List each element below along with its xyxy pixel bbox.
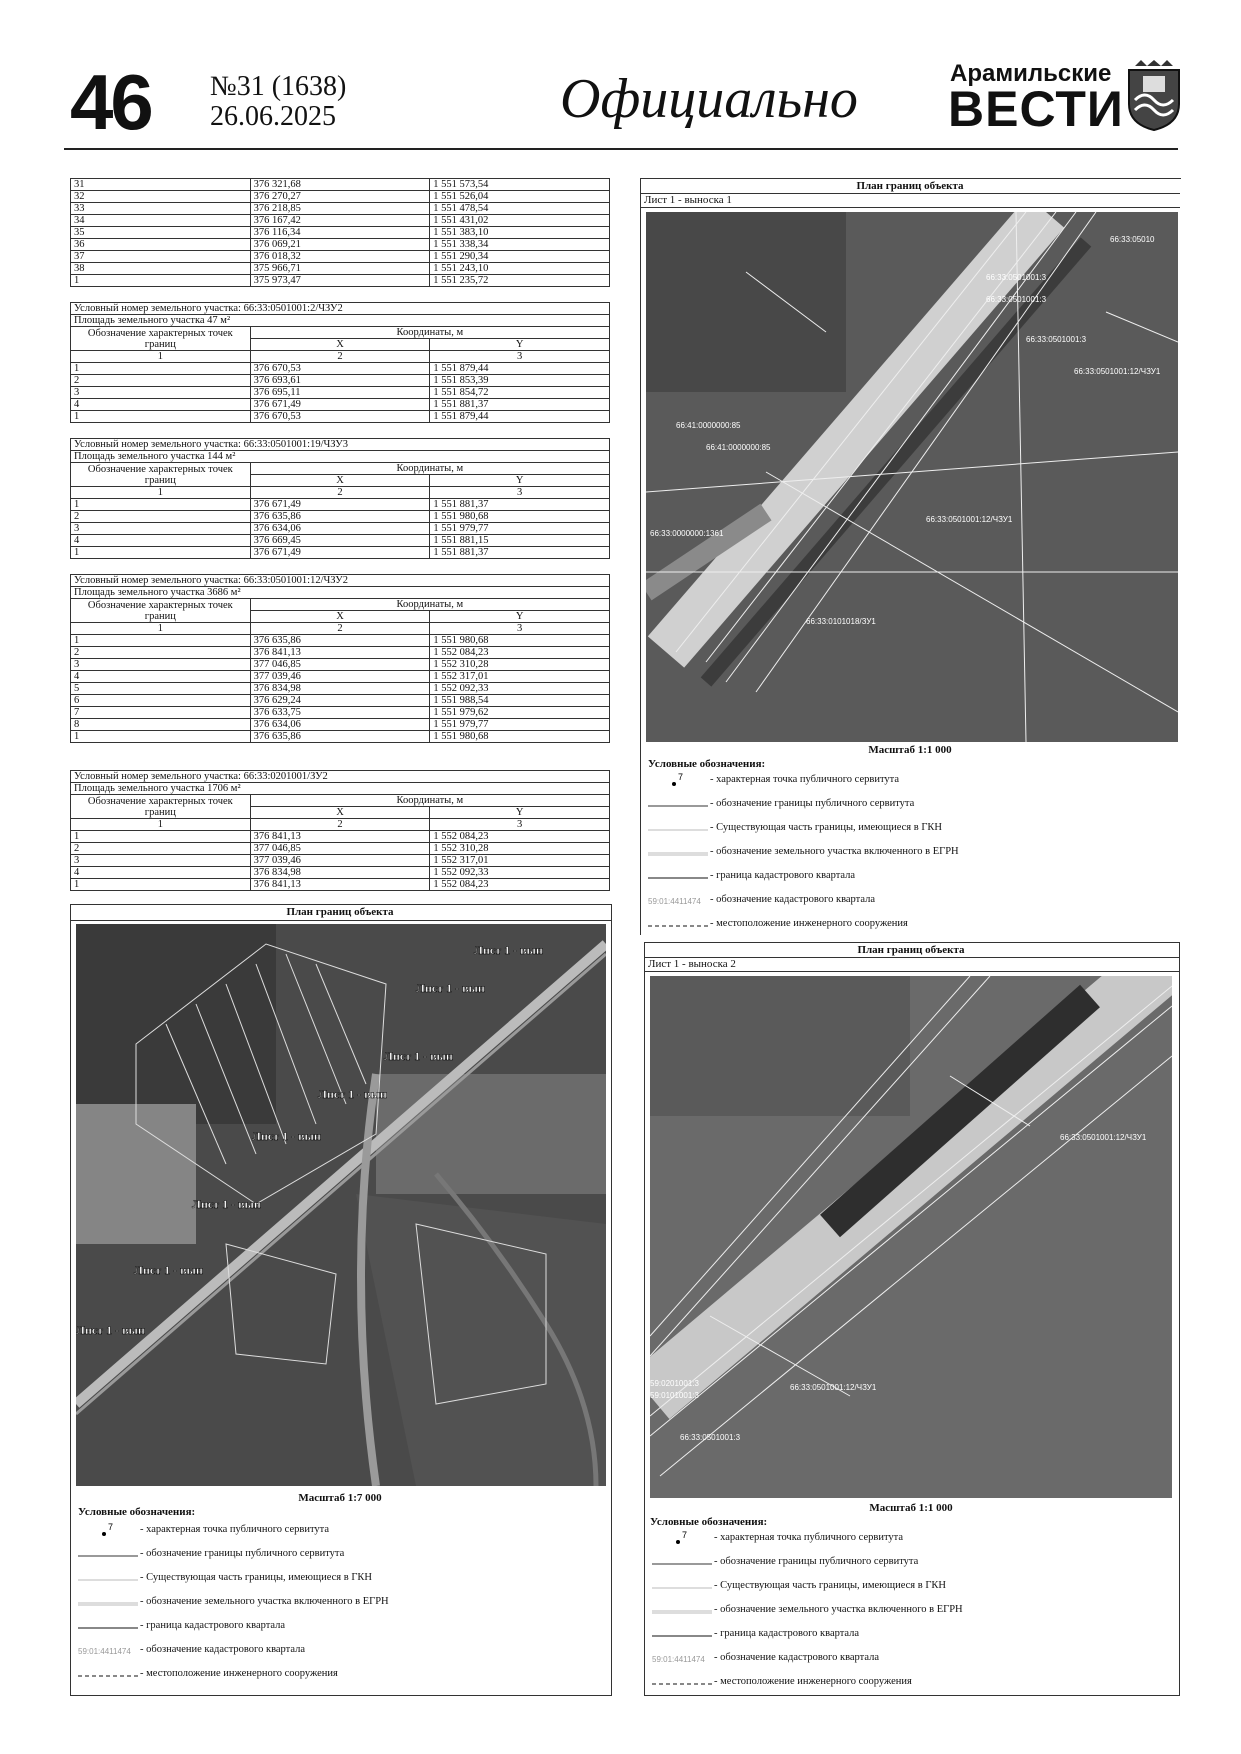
col-number: 3 (430, 819, 610, 831)
cell: 1 552 310,28 (430, 843, 610, 855)
cell: 2 (71, 375, 251, 387)
cell: 1 551 881,37 (430, 499, 610, 511)
map-label: 59:0201001:3 (650, 1379, 699, 1388)
cell: 37 (71, 251, 251, 263)
table-row (71, 867, 610, 879)
callout2-map (650, 976, 1172, 1498)
cell: 376 671,49 (250, 499, 430, 511)
legend-symbols (646, 770, 710, 934)
callout2-title: План границ объекта (857, 944, 965, 956)
legend-title: Условные обозначения: (648, 758, 766, 770)
callout-label: Лист 1 - вын (416, 981, 485, 995)
callout-label: Лист 1 - вын (76, 1323, 145, 1337)
cell: 376 633,75 (250, 707, 430, 719)
cell: 1 551 383,10 (430, 227, 610, 239)
cell: 1 552 092,33 (430, 867, 610, 879)
map-label: 66:33:0501001:12/ЧЗУ1 (926, 515, 1013, 524)
parcel-number: Условный номер земельного участка: 66:33:0501001:19/ЧЗУ3 (71, 439, 610, 451)
table-row (71, 843, 610, 855)
cell: 1 551 526,04 (430, 191, 610, 203)
map-label: 66:41:0000000:85 (706, 443, 771, 452)
cell: 376 069,21 (250, 239, 430, 251)
cell: 1 551 478,54 (430, 203, 610, 215)
cell: 1 (71, 879, 251, 891)
table-row (71, 855, 610, 867)
y-header: Y (430, 807, 610, 819)
col-number: 1 (71, 623, 251, 635)
cell: 3 (71, 659, 251, 671)
map-label: 66:33:0501001:3 (986, 273, 1047, 282)
legend-title: Условные обозначения: (78, 1506, 196, 1518)
legend-point-number: 7 (108, 1522, 114, 1532)
y-header: Y (430, 611, 610, 623)
section-title: Официально (560, 68, 858, 130)
legend-item: - местоположение инженерного сооружения (710, 918, 908, 929)
cell: 376 635,86 (250, 635, 430, 647)
parcel-number: Условный номер земельного участка: 66:33:0501001:12/ЧЗУ2 (71, 575, 610, 587)
parcel-number: Условный номер земельного участка: 66:33:0501001:2/ЧЗУ2 (71, 303, 610, 315)
cell: 1 552 317,01 (430, 671, 610, 683)
cell: 1 (71, 731, 251, 743)
cell: 1 551 879,44 (430, 411, 610, 423)
cell: 376 834,98 (250, 683, 430, 695)
callout-label: Лист 1 - вын (134, 1263, 203, 1277)
table-row (71, 731, 610, 743)
points-header: Обозначение характерных точек границ (71, 327, 251, 351)
cell: 2 (71, 647, 251, 659)
cell: 1 551 243,10 (430, 263, 610, 275)
points-header: Обозначение характерных точек границ (71, 599, 251, 623)
parcel-area: Площадь земельного участка 3686 м² (71, 587, 610, 599)
table-row (71, 275, 610, 287)
cell: 376 671,49 (250, 399, 430, 411)
cell: 376 671,49 (250, 547, 430, 559)
legend-symbols (76, 1520, 140, 1684)
cell: 1 551 979,62 (430, 707, 610, 719)
cell: 376 670,53 (250, 363, 430, 375)
legend-item: - Существующая часть границы, имеющиеся в ГКН (714, 1580, 946, 1591)
table-row (71, 203, 610, 215)
legend-item: - Существующая часть границы, имеющиеся в ГКН (140, 1572, 372, 1583)
cell: 33 (71, 203, 251, 215)
cell: 1 551 853,39 (430, 375, 610, 387)
table-row (71, 499, 610, 511)
legend-item: - граница кадастрового квартала (710, 870, 856, 881)
col-number: 1 (71, 819, 251, 831)
table-row (71, 387, 610, 399)
cell: 3 (71, 523, 251, 535)
callout2-subtitle: Лист 1 - выноска 2 (648, 958, 736, 970)
points-header: Обозначение характерных точек границ (71, 463, 251, 487)
legend-item: - обозначение границы публичного сервитута (710, 798, 915, 809)
cell: 1 552 084,23 (430, 647, 610, 659)
cell: 4 (71, 671, 251, 683)
cell: 1 551 881,37 (430, 399, 610, 411)
cell: 1 551 854,72 (430, 387, 610, 399)
cell: 1 551 881,15 (430, 535, 610, 547)
coords-header: Координаты, м (250, 327, 609, 339)
y-header: Y (430, 339, 610, 351)
table-row (71, 251, 610, 263)
main-plan-scale: Масштаб 1:7 000 (298, 1492, 382, 1504)
cell: 377 039,46 (250, 855, 430, 867)
cell: 7 (71, 707, 251, 719)
legend-item: - характерная точка публичного сервитута (140, 1524, 330, 1535)
callout-label: Лист 1 - вын (474, 943, 543, 957)
cell: 31 (71, 179, 251, 191)
table-row (71, 191, 610, 203)
legend-item: - обозначение границы публичного сервитута (140, 1548, 345, 1559)
brand-bottom: ВЕСТИ (948, 81, 1124, 137)
cell: 377 046,85 (250, 843, 430, 855)
legend-item: - обозначение кадастрового квартала (710, 894, 876, 905)
cell: 38 (71, 263, 251, 275)
legend-quarter-code: 59:01:4411474 (652, 1655, 705, 1664)
cell: 376 018,32 (250, 251, 430, 263)
table-row (71, 179, 610, 191)
x-header: X (250, 807, 430, 819)
cell: 4 (71, 535, 251, 547)
cell: 1 551 431,02 (430, 215, 610, 227)
coords-header: Координаты, м (250, 463, 609, 475)
coords-header: Координаты, м (250, 795, 609, 807)
cell: 376 841,13 (250, 647, 430, 659)
parcel-area: Площадь земельного участка 1706 м² (71, 783, 610, 795)
cell: 376 167,42 (250, 215, 430, 227)
table-row (71, 831, 610, 843)
table-row (71, 363, 610, 375)
cell: 1 (71, 363, 251, 375)
col-number: 2 (250, 487, 430, 499)
main-plan-map (76, 924, 606, 1486)
cell: 1 551 980,68 (430, 731, 610, 743)
x-header: X (250, 475, 430, 487)
x-header: X (250, 339, 430, 351)
legend-item: - обозначение земельного участка включенного в ЕГРН (140, 1596, 389, 1607)
table-row (71, 375, 610, 387)
table-row (71, 647, 610, 659)
table-row (71, 659, 610, 671)
points-header: Обозначение характерных точек границ (71, 795, 251, 819)
cell: 376 841,13 (250, 831, 430, 843)
cell: 376 669,45 (250, 535, 430, 547)
cell: 1 552 092,33 (430, 683, 610, 695)
cell: 1 (71, 635, 251, 647)
table-row (71, 671, 610, 683)
cell: 376 270,27 (250, 191, 430, 203)
table-row (71, 879, 610, 891)
cell: 1 551 979,77 (430, 523, 610, 535)
table-row (71, 227, 610, 239)
cell: 376 841,13 (250, 879, 430, 891)
legend-item: - местоположение инженерного сооружения (714, 1676, 912, 1687)
cell: 1 (71, 411, 251, 423)
table-row (71, 523, 610, 535)
legend-item: - обозначение границы публичного сервитута (714, 1556, 919, 1567)
cell: 1 (71, 499, 251, 511)
brand-top: Арамильские (950, 60, 1112, 87)
map-label: 66:33:0501001:12/ЧЗУ1 (1060, 1133, 1147, 1142)
col-number: 2 (250, 351, 430, 363)
cell: 376 321,68 (250, 179, 430, 191)
parcel-area: Площадь земельного участка 144 м² (71, 451, 610, 463)
cell: 376 634,06 (250, 523, 430, 535)
cell: 1 (71, 831, 251, 843)
cell: 375 966,71 (250, 263, 430, 275)
cell: 376 695,11 (250, 387, 430, 399)
x-header: X (250, 611, 430, 623)
cell: 375 973,47 (250, 275, 430, 287)
cell: 6 (71, 695, 251, 707)
legend-item: - местоположение инженерного сооружения (140, 1668, 338, 1679)
table-row (71, 215, 610, 227)
legend-item: - Существующая часть границы, имеющиеся в ГКН (710, 822, 942, 833)
callout1-scale: Масштаб 1:1 000 (868, 744, 952, 756)
table-row (71, 399, 610, 411)
legend-item: - обозначение кадастрового квартала (140, 1644, 306, 1655)
header-rule (64, 148, 1178, 150)
cell: 5 (71, 683, 251, 695)
table-row (71, 547, 610, 559)
map-label: 66:33:0101018/ЗУ1 (806, 617, 876, 626)
map-label: 59:0101001:3 (650, 1391, 699, 1400)
cell: 35 (71, 227, 251, 239)
col-number: 1 (71, 351, 251, 363)
cell: 376 670,53 (250, 411, 430, 423)
cell: 32 (71, 191, 251, 203)
cell: 8 (71, 719, 251, 731)
legend-item: - граница кадастрового квартала (140, 1620, 286, 1631)
parcel-number: Условный номер земельного участка: 66:33:0201001/ЗУ2 (71, 771, 610, 783)
legend-point-number: 7 (682, 1530, 688, 1540)
cell: 376 218,85 (250, 203, 430, 215)
cell: 1 (71, 547, 251, 559)
cell: 1 552 084,23 (430, 831, 610, 843)
cell: 376 116,34 (250, 227, 430, 239)
page-number: 46 (70, 58, 151, 146)
y-header: Y (430, 475, 610, 487)
coordinates-table-continuation (70, 178, 610, 287)
table-row (71, 707, 610, 719)
table-row (71, 511, 610, 523)
map-label: 66:33:0501001:3 (680, 1433, 741, 1442)
cell: 1 551 573,54 (430, 179, 610, 191)
cell: 1 551 980,68 (430, 511, 610, 523)
legend-item: - граница кадастрового квартала (714, 1628, 860, 1639)
cell: 36 (71, 239, 251, 251)
parcel-table-chzu3 (70, 438, 610, 559)
cell: 1 551 988,54 (430, 695, 610, 707)
cell: 1 551 290,34 (430, 251, 610, 263)
map-label: 66:33:0501001:3 (986, 295, 1047, 304)
cell: 2 (71, 843, 251, 855)
cell: 1 552 317,01 (430, 855, 610, 867)
callout-label: Лист 1 - вын (384, 1049, 453, 1063)
cell: 34 (71, 215, 251, 227)
table-row (71, 263, 610, 275)
cell: 377 046,85 (250, 659, 430, 671)
cell: 1 (71, 275, 251, 287)
cell: 1 551 338,34 (430, 239, 610, 251)
cell: 1 551 979,77 (430, 719, 610, 731)
legend-item: - характерная точка публичного сервитута (714, 1532, 904, 1543)
cell: 376 635,86 (250, 511, 430, 523)
cell: 377 039,46 (250, 671, 430, 683)
callout-label: Лист 1 - вын (252, 1129, 321, 1143)
cell: 1 551 879,44 (430, 363, 610, 375)
legend-quarter-code: 59:01:4411474 (78, 1647, 131, 1656)
coords-header: Координаты, м (250, 599, 609, 611)
table-row (71, 683, 610, 695)
cell: 1 552 084,23 (430, 879, 610, 891)
cell: 376 634,06 (250, 719, 430, 731)
callout1-subtitle: Лист 1 - выноска 1 (644, 194, 732, 206)
cell: 1 552 310,28 (430, 659, 610, 671)
col-number: 3 (430, 487, 610, 499)
callout1-map (646, 212, 1178, 742)
table-row (71, 239, 610, 251)
legend-title: Условные обозначения: (650, 1516, 768, 1528)
map-label: 66:33:0501001:12/ЧЗУ1 (1074, 367, 1161, 376)
col-number: 3 (430, 351, 610, 363)
table-row (71, 635, 610, 647)
callout1-title: План границ объекта (856, 180, 964, 192)
table-row (71, 535, 610, 547)
col-number: 2 (250, 623, 430, 635)
legend-point-number: 7 (678, 772, 684, 782)
table-row (71, 695, 610, 707)
cell: 1 551 235,72 (430, 275, 610, 287)
table-row (71, 411, 610, 423)
parcel-table-chzu2 (70, 302, 610, 423)
cell: 3 (71, 387, 251, 399)
map-label: 66:33:0000000:1361 (650, 529, 724, 538)
table-row (71, 719, 610, 731)
cell: 376 629,24 (250, 695, 430, 707)
legend-item: - обозначение земельного участка включенного в ЕГРН (710, 846, 959, 857)
parcel-table-zu2 (70, 770, 610, 891)
issue-date: 26.06.2025 (210, 101, 336, 132)
col-number: 1 (71, 487, 251, 499)
cell: 376 834,98 (250, 867, 430, 879)
parcel-table-chzu2-3686 (70, 574, 610, 743)
parcel-area: Площадь земельного участка 47 м² (71, 315, 610, 327)
cell: 1 551 980,68 (430, 635, 610, 647)
col-number: 2 (250, 819, 430, 831)
legend-item: - характерная точка публичного сервитута (710, 774, 900, 785)
legend-symbols (650, 1528, 714, 1692)
map-label: 66:33:0501001:3 (1026, 335, 1087, 344)
callout-label: Лист 1 - вын (192, 1197, 261, 1211)
cell: 376 635,86 (250, 731, 430, 743)
map-label: 66:41:0000000:85 (676, 421, 741, 430)
col-number: 3 (430, 623, 610, 635)
main-plan-title: План границ объекта (286, 906, 394, 918)
legend-quarter-code: 59:01:4411474 (648, 897, 701, 906)
cell: 1 551 881,37 (430, 547, 610, 559)
issue-info (210, 72, 346, 132)
cell: 4 (71, 399, 251, 411)
callout2-scale: Масштаб 1:1 000 (869, 1502, 953, 1514)
map-label: 66:33:0501001:12/ЧЗУ1 (790, 1383, 877, 1392)
cell: 3 (71, 855, 251, 867)
cell: 376 693,61 (250, 375, 430, 387)
issue-number: №31 (1638) (210, 71, 347, 102)
legend-item: - обозначение земельного участка включенного в ЕГРН (714, 1604, 963, 1615)
legend-item: - обозначение кадастрового квартала (714, 1652, 880, 1663)
coat-of-arms-icon (1125, 60, 1183, 132)
cell: 4 (71, 867, 251, 879)
map-label: 66:33:05010 (1110, 235, 1155, 244)
cell: 2 (71, 511, 251, 523)
callout-label: Лист 1 - вын (318, 1087, 387, 1101)
